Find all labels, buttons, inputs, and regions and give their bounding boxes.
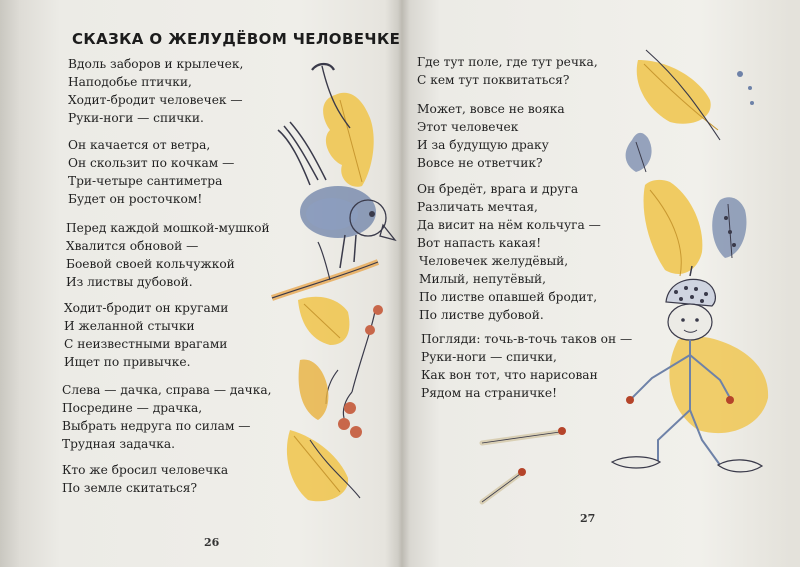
oak-leaf-icon — [287, 430, 360, 501]
poem-line: По листве опавшей бродит, — [419, 290, 598, 304]
poem-line: Перед каждой мошкой-мушкой — [66, 221, 270, 235]
poem-line: Как вон тот, что нарисован — [421, 368, 598, 382]
poem-line: Различать мечтая, — [417, 200, 538, 214]
branch-icon — [272, 242, 378, 298]
poem-line: И желанной стычки — [64, 319, 195, 333]
poem-line: И за будущую драку — [417, 138, 549, 152]
poem-line: Этот человечек — [417, 120, 519, 134]
poem-line: По листве дубовой. — [419, 308, 544, 322]
poem-line: Выбрать недруга по силам — — [62, 419, 251, 433]
oak-leaf-icon — [669, 337, 768, 433]
poem-line: Руки-ноги — спички, — [421, 350, 557, 364]
poem-line: Кто же бросил человечка — [62, 463, 229, 477]
poem-line: Ищет по привычке. — [64, 355, 191, 369]
poem-line: Вдоль заборов и крылечек, — [68, 57, 244, 71]
poem-line: С неизвестными врагами — [64, 337, 228, 351]
poem-line: Может, вовсе не вояка — [417, 102, 565, 116]
poem-line: Вот напасть какая! — [417, 236, 542, 250]
page-number-left: 26 — [204, 536, 220, 549]
poem-line: Будет он росточком! — [68, 192, 203, 206]
poem-line: Три-четыре сантиметра — [68, 174, 223, 188]
poem-line: С кем тут поквитаться? — [417, 73, 570, 87]
poem-line: Он бредёт, врага и друга — [417, 182, 579, 196]
poem-line: Человечек желудёвый, — [419, 254, 569, 268]
right-page — [400, 0, 800, 567]
poem-line: Ходит-бродит он кругами — [64, 301, 229, 315]
page-number-right: 27 — [580, 512, 596, 525]
poem-line: Хвалится обновой — — [66, 239, 199, 253]
poem-line: Наподобье птички, — [68, 75, 192, 89]
matches-icon — [482, 427, 566, 502]
poem-line: Вовсе не ответчик? — [417, 156, 543, 170]
poem-line: Посредине — драчка, — [62, 401, 203, 415]
poem-title: СКАЗКА О ЖЕЛУДЁВОМ ЧЕЛОВЕЧКЕ — [72, 30, 401, 48]
poem-line: Из листвы дубовой. — [66, 275, 193, 289]
poem-line: Ходит-бродит человечек — — [68, 93, 243, 107]
poem-line: Рядом на страничке! — [421, 386, 558, 400]
oak-leaf-icon — [644, 180, 703, 276]
poem-line: Где тут поле, где тут речка, — [417, 55, 598, 69]
oak-leaf-icon — [323, 93, 374, 187]
poem-line: Руки-ноги — спички. — [68, 111, 204, 125]
oak-leaf-icon — [299, 360, 329, 421]
poem-line: Он скользит по кочкам — — [68, 156, 235, 170]
blue-leaf-icon — [626, 133, 652, 172]
blue-leaf-icon — [712, 197, 746, 258]
poem-line: Боевой своей кольчужкой — [66, 257, 235, 271]
poem-line: Он качается от ветра, — [68, 138, 211, 152]
acorn-man-illustration — [400, 0, 800, 567]
poem-line: Трудная задачка. — [62, 437, 176, 451]
poem-line: Милый, непутёвый, — [419, 272, 547, 286]
oak-leaf-icon — [298, 297, 349, 345]
poem-line: По земле скитаться? — [62, 481, 198, 495]
poem-line: Да висит на нём кольчуга — — [417, 218, 601, 232]
oak-leaf-icon — [637, 50, 720, 140]
poem-line: Погляди: точь-в-точь таков он — — [421, 332, 633, 346]
poem-line: Слева — дачка, справа — дачка, — [62, 383, 272, 397]
